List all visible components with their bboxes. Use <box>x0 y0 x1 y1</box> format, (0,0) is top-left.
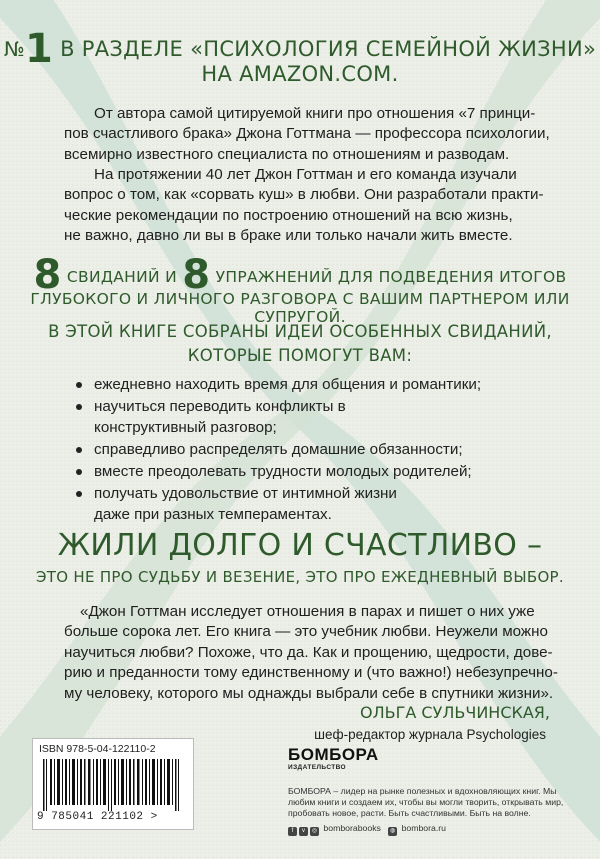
barcode-digits: 9 785041 221102 > <box>37 811 158 823</box>
intro-paragraph-1: От автора самой цитируемой книги про отношения «7 принци- <box>94 105 536 122</box>
publisher-social <box>288 823 446 836</box>
barcode <box>43 759 183 811</box>
vk-icon: v <box>299 827 308 836</box>
list-item: научиться переводить конфликты в конструктивный разговор; <box>76 396 424 438</box>
publisher-sub: ИЗДАТЕЛЬСТВО <box>288 764 347 771</box>
list-intro-line1: В ЭТОЙ КНИГЕ СОБРАНЫ ИДЕИ ОСОБЕННЫХ СВИДАНИЙ, <box>48 322 552 341</box>
publisher-site: bombora.ru <box>401 823 447 833</box>
facebook-icon: f <box>288 827 297 836</box>
publisher-logo <box>288 745 379 771</box>
header-line1: №1 В РАЗДЕЛЕ «ПСИХОЛОГИЯ СЕМЕЙНОЙ ЖИЗНИ» <box>3 26 597 72</box>
publisher-description: БОМБОРА – лидер на рынке полезных и вдохновляющих книг. Мы любим книги и создаем их, чтобы вы могли творить, открывать мир, пробовать новое, расти. Быть счастливыми. Быть на волне. <box>288 786 564 818</box>
quote: «Джон Готтман исследует отношения в парах и пишет о них уже <box>80 603 535 620</box>
publisher-name: БОМБОРА <box>288 745 379 764</box>
dates-line1: 8 СВИДАНИЙ И 8 УПРАЖНЕНИЙ ДЛЯ ПОДВЕДЕНИЯ ИТОГОВ <box>33 252 567 298</box>
social-handle: bomborabooks <box>323 823 381 833</box>
slogan-title: ЖИЛИ ДОЛГО И СЧАСТЛИВО – <box>57 528 543 563</box>
barcode-label <box>32 738 194 830</box>
slogan-subtitle: ЭТО НЕ ПРО СУДЬБУ И ВЕЗЕНИЕ, ЭТО ПРО ЕЖЕДНЕВНЫЙ ВЫБОР. <box>36 568 564 586</box>
list-item: ежедневно находить время для общения и романтики; <box>76 374 536 395</box>
list-item: справедливо распределять домашние обязанности; <box>76 439 536 460</box>
list-intro-line2: КОТОРЫЕ ПОМОГУТ ВАМ: <box>187 346 413 365</box>
header-line2: НА AMAZON.COM. <box>201 62 399 86</box>
intro-paragraph-1-cont: пов счастливого брака» Джона Готтмана — профессора психологии, всемирно известного специалиста по отношениям и разводам. <box>64 125 550 163</box>
intro-paragraph-2-cont: вопрос о том, как «сорвать куш» в любви. Они разработали практи- ческие рекомендации по построению отношений на всю жизнь, не важно, давно ли вы в браке или только начали жить вместе. <box>64 186 544 244</box>
globe-icon: ◍ <box>390 828 396 834</box>
quote-cont: больше сорока лет. Его книга — это учебник любви. Неужели можно научиться любви? Похоже, что да. Как и прощению, щедрости, дове- рию и преданности тому единственному и (что важно!) небезупречно- му человеку, которого мы однажды выбрали себе в спутники жизни». <box>64 623 558 702</box>
quote-author-role: шеф-редактор журнала Psychologies <box>314 727 546 742</box>
intro-paragraph-2: На протяжении 40 лет Джон Готтман и его команда изучали <box>94 166 517 183</box>
list-item: вместе преодолевать трудности молодых родителей; <box>76 461 536 482</box>
instagram-icon: ◎ <box>311 828 318 834</box>
isbn-text: ISBN 978-5-04-122110-2 <box>39 743 156 755</box>
quote-author: ОЛЬГА СУЛЬЧИНСКАЯ, <box>360 703 550 722</box>
dates-line2: ГЛУБОКОГО И ЛИЧНОГО РАЗГОВОРА С ВАШИМ ПАРТНЕРОМ ИЛИ СУПРУГОЙ. <box>30 290 570 326</box>
list-item: получать удовольствие от интимной жизни даже при разных темпераментах. <box>76 483 424 525</box>
benefits-list <box>76 374 536 526</box>
